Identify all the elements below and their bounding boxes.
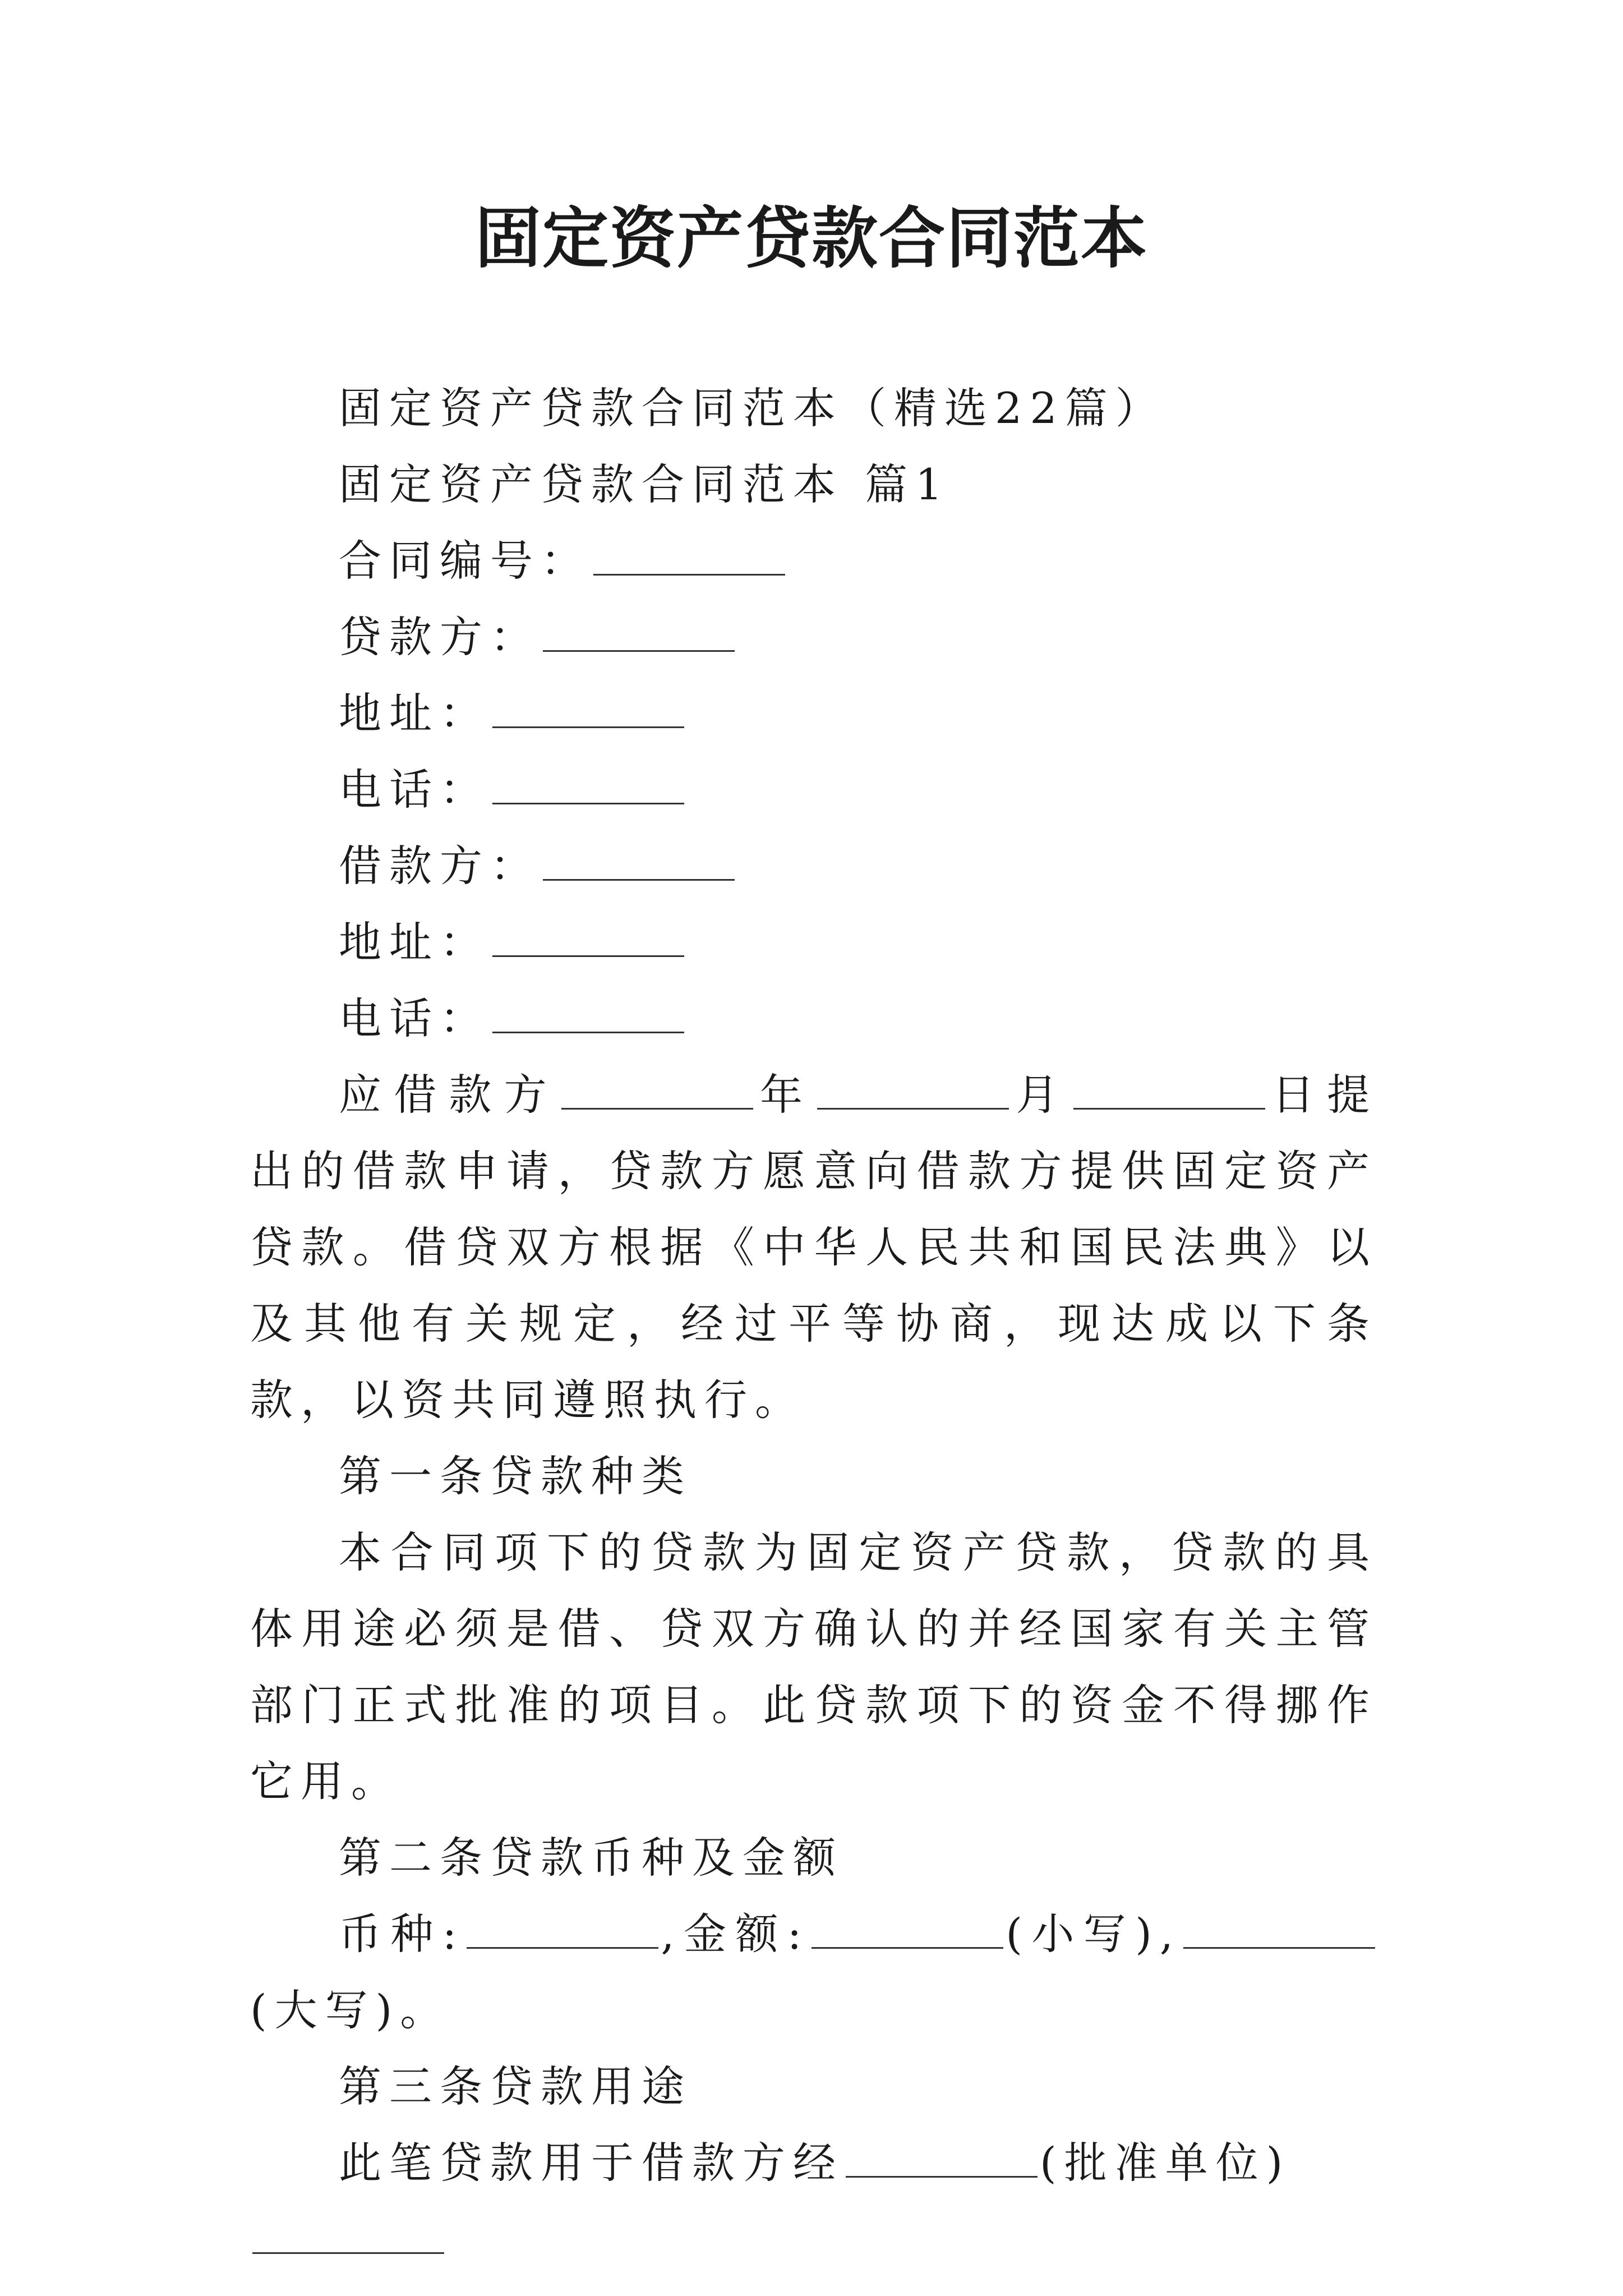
field-lender [250, 599, 1377, 675]
currency-label: 币种: [339, 1909, 465, 1959]
article-3-heading: 第三条贷款用途 [339, 2062, 692, 2111]
blank-line [467, 1907, 658, 1949]
blank-line [1073, 1068, 1265, 1110]
blank-line [1183, 1907, 1375, 1949]
article-2-body [250, 1896, 1377, 2049]
blank-line [492, 915, 684, 957]
approver-label: (批准单位) [1040, 2138, 1291, 2188]
article-1-heading: 第一条贷款种类 [339, 1451, 692, 1501]
amount-label: ,金额: [661, 1909, 810, 1959]
blank-line [252, 2212, 444, 2254]
document-body [250, 370, 1377, 2277]
blank-line [543, 610, 735, 652]
blank-line [561, 1068, 753, 1110]
field-label: 地址： [339, 688, 490, 738]
lowercase-label: (小写), [1006, 1909, 1182, 1959]
field-label: 贷款方： [339, 612, 541, 662]
article-3-body [250, 2125, 1377, 2277]
blank-line [593, 533, 785, 576]
intro-month: 月 [1011, 1070, 1071, 1120]
subtitle: 固定资产贷款合同范本（精选22篇） [339, 383, 1166, 433]
blank-line [817, 1068, 1009, 1110]
intro-text: 应借款方 [339, 1070, 559, 1120]
intro-year: 年 [755, 1070, 815, 1120]
blank-line [492, 991, 684, 1033]
blank-line [543, 839, 735, 881]
article-2-heading: 第二条贷款币种及金额 [339, 1833, 843, 1883]
intro-text: 日提出的借款申请，贷款方愿意向借款方提供固定资产贷款。借贷双方根据《中华人民共和国民法典》以及其他有关规定，经过平等协商，现达成以下条款，以资共同遵照执行。 [250, 1070, 1378, 1425]
field-label: 电话： [339, 765, 490, 815]
field-borrower-phone [250, 981, 1377, 1057]
article-1-body: 本合同项下的贷款为固定资产贷款，贷款的具体用途必须是借、贷双方确认的并经国家有关主管部门正式批准的项目。此贷款项下的资金不得挪作它用。 [250, 1527, 1377, 1806]
blank-line [846, 2136, 1038, 2178]
field-contract-no [250, 523, 1377, 599]
blank-line [492, 762, 684, 804]
field-label: 借款方： [339, 841, 541, 891]
field-label: 地址： [339, 917, 490, 967]
blank-line [811, 1907, 1003, 1949]
intro-paragraph [250, 1057, 1377, 1438]
field-borrower-address [250, 904, 1377, 981]
blank-line [492, 686, 684, 728]
document-title: 固定资产贷款合同范本 [474, 199, 1148, 277]
field-label: 合同编号： [339, 536, 591, 586]
field-borrower [250, 828, 1377, 904]
field-label: 电话： [339, 993, 490, 1043]
field-lender-address [250, 675, 1377, 752]
chapter-heading: 固定资产贷款合同范本 篇1 [339, 459, 951, 509]
article-3-text: 此笔贷款用于借款方经 [339, 2138, 843, 2188]
uppercase-label: (大写)。 [250, 1985, 451, 2035]
field-lender-phone [250, 752, 1377, 828]
